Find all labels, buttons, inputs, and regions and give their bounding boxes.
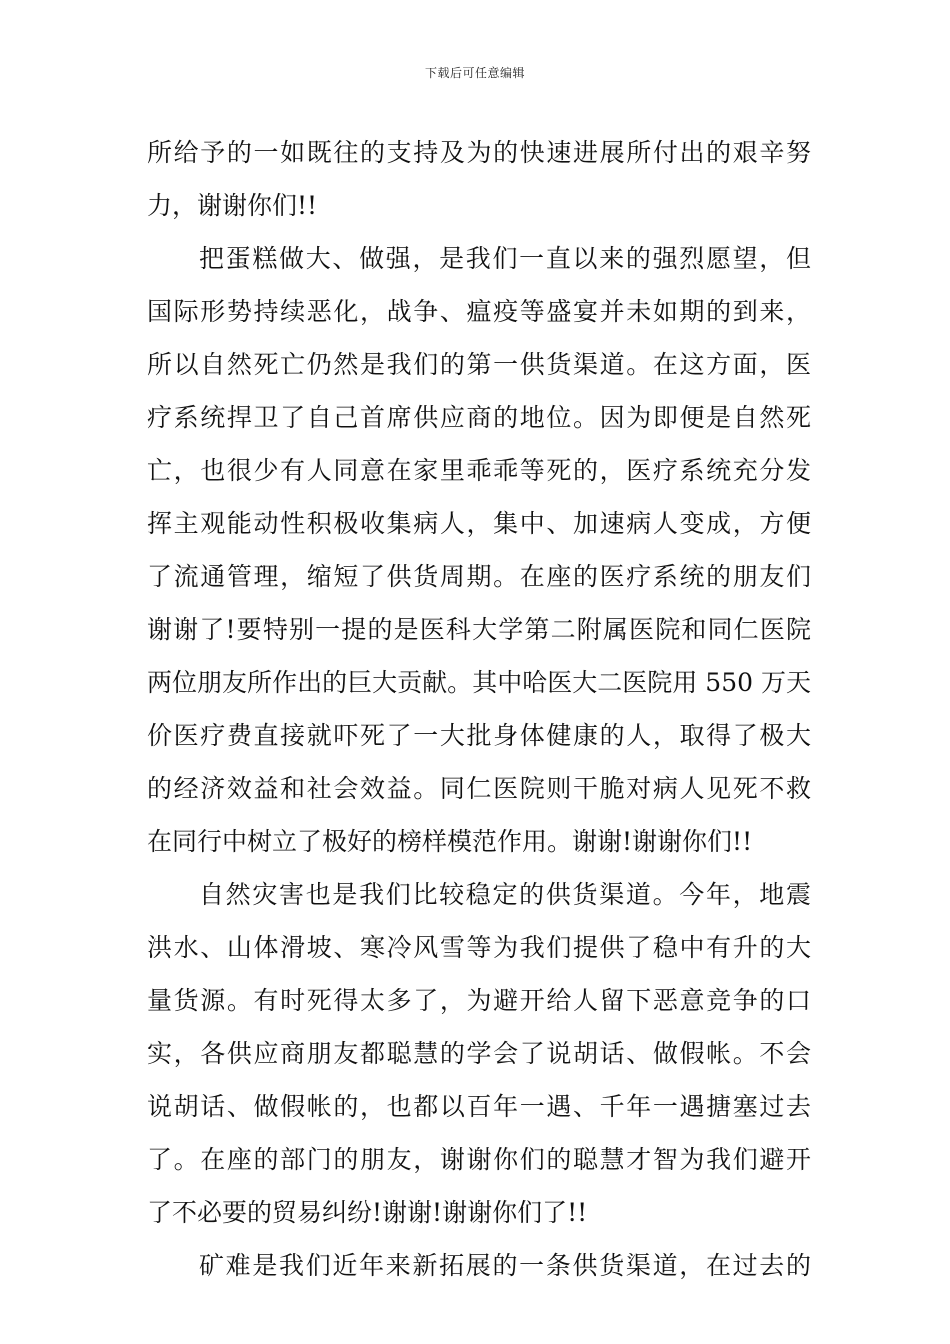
text-line: 自然灾害也是我们比较稳定的供货渠道。今年，地震: [199, 880, 811, 909]
text-line: 在同行中树立了极好的榜样模范作用。谢谢!谢谢你们!!: [147, 827, 753, 856]
text-line: 挥主观能动性积极收集病人，集中、加速病人变成，方便: [147, 509, 811, 538]
text-line: 说胡话、做假帐的，也都以百年一遇、千年一遇搪塞过去: [147, 1092, 811, 1121]
text-line: 亡，也很少有人同意在家里乖乖等死的，医疗系统充分发: [147, 456, 811, 485]
text-line: 国际形势持续恶化，战争、瘟疫等盛宴并未如期的到来，: [147, 297, 811, 326]
text-line: 所给予的一如既往的支持及为的快速进展所付出的艰辛努: [147, 138, 811, 167]
text-line: 谢谢了!要特别一提的是医科大学第二附属医院和同仁医院: [147, 615, 811, 644]
text-line: 矿难是我们近年来新拓展的一条供货渠道，在过去的: [199, 1251, 811, 1280]
text-line: 量货源。有时死得太多了，为避开给人留下恶意竞争的口: [147, 986, 811, 1015]
paragraph: [147, 232, 811, 868]
text-line: 的经济效益和社会效益。同仁医院则干脆对病人见死不救: [147, 774, 811, 803]
text-line: 所以自然死亡仍然是我们的第一供货渠道。在这方面，医: [147, 350, 811, 379]
text-line: 了流通管理，缩短了供货周期。在座的医疗系统的朋友们: [147, 562, 811, 591]
text-line: 把蛋糕做大、做强，是我们一直以来的强烈愿望，但: [199, 244, 811, 273]
text-line: 两位朋友所作出的巨大贡献。其中哈医大二医院用 550 万天: [147, 668, 811, 697]
text-line: 实，各供应商朋友都聪慧的学会了说胡话、做假帐。不会: [147, 1039, 811, 1068]
paragraph: [147, 1239, 811, 1292]
text-line: 价医疗费直接就吓死了一大批身体健康的人，取得了极大: [147, 721, 811, 750]
paragraph: [147, 126, 811, 232]
document-body: [147, 126, 811, 1292]
page-header: 下载后可任意编辑: [424, 66, 525, 80]
text-line: 疗系统捍卫了自己首席供应商的地位。因为即便是自然死: [147, 403, 811, 432]
text-line: 了。在座的部门的朋友，谢谢你们的聪慧才智为我们避开: [147, 1145, 811, 1174]
paragraph: [147, 868, 811, 1239]
text-line: 力，谢谢你们!!: [147, 191, 318, 220]
text-line: 洪水、山体滑坡、寒冷风雪等为我们提供了稳中有升的大: [147, 933, 811, 962]
text-line: 了不必要的贸易纠纷!谢谢!谢谢你们了!!: [147, 1198, 588, 1227]
